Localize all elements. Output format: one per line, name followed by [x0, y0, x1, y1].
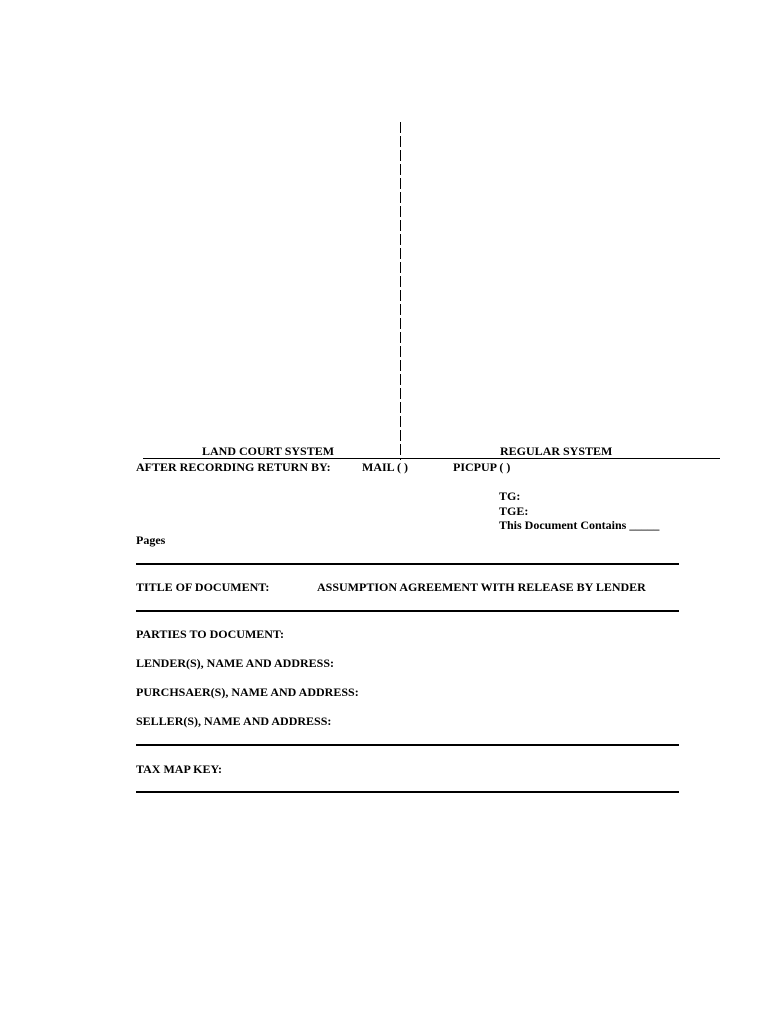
vertical-divider	[400, 122, 401, 460]
tge-field: TGE:	[499, 504, 529, 518]
parties-label: PARTIES TO DOCUMENT:	[136, 627, 285, 641]
purchaser-label: PURCHSAER(S), NAME AND ADDRESS:	[136, 685, 359, 699]
section-rule	[136, 791, 679, 793]
land-court-underline	[143, 458, 400, 459]
pages-label: Pages	[136, 533, 166, 547]
tg-field: TG:	[499, 489, 521, 503]
section-rule	[136, 610, 679, 612]
lender-label: LENDER(S), NAME AND ADDRESS:	[136, 656, 335, 670]
pickup-option: PICPUP ( )	[453, 460, 511, 474]
seller-label: SELLER(S), NAME AND ADDRESS:	[136, 714, 332, 728]
mail-option: MAIL ( )	[362, 460, 408, 474]
section-rule	[136, 563, 679, 565]
return-by-label: AFTER RECORDING RETURN BY:	[136, 460, 331, 474]
section-rule	[136, 744, 679, 746]
title-label: TITLE OF DOCUMENT:	[136, 580, 270, 594]
regular-system-heading: REGULAR SYSTEM	[500, 444, 613, 458]
document-title: ASSUMPTION AGREEMENT WITH RELEASE BY LENDER	[317, 580, 646, 594]
land-court-system-heading: LAND COURT SYSTEM	[202, 444, 335, 458]
document-contains-field: This Document Contains _____	[499, 518, 660, 532]
regular-system-underline	[400, 458, 720, 459]
tax-map-key-label: TAX MAP KEY:	[136, 762, 223, 776]
